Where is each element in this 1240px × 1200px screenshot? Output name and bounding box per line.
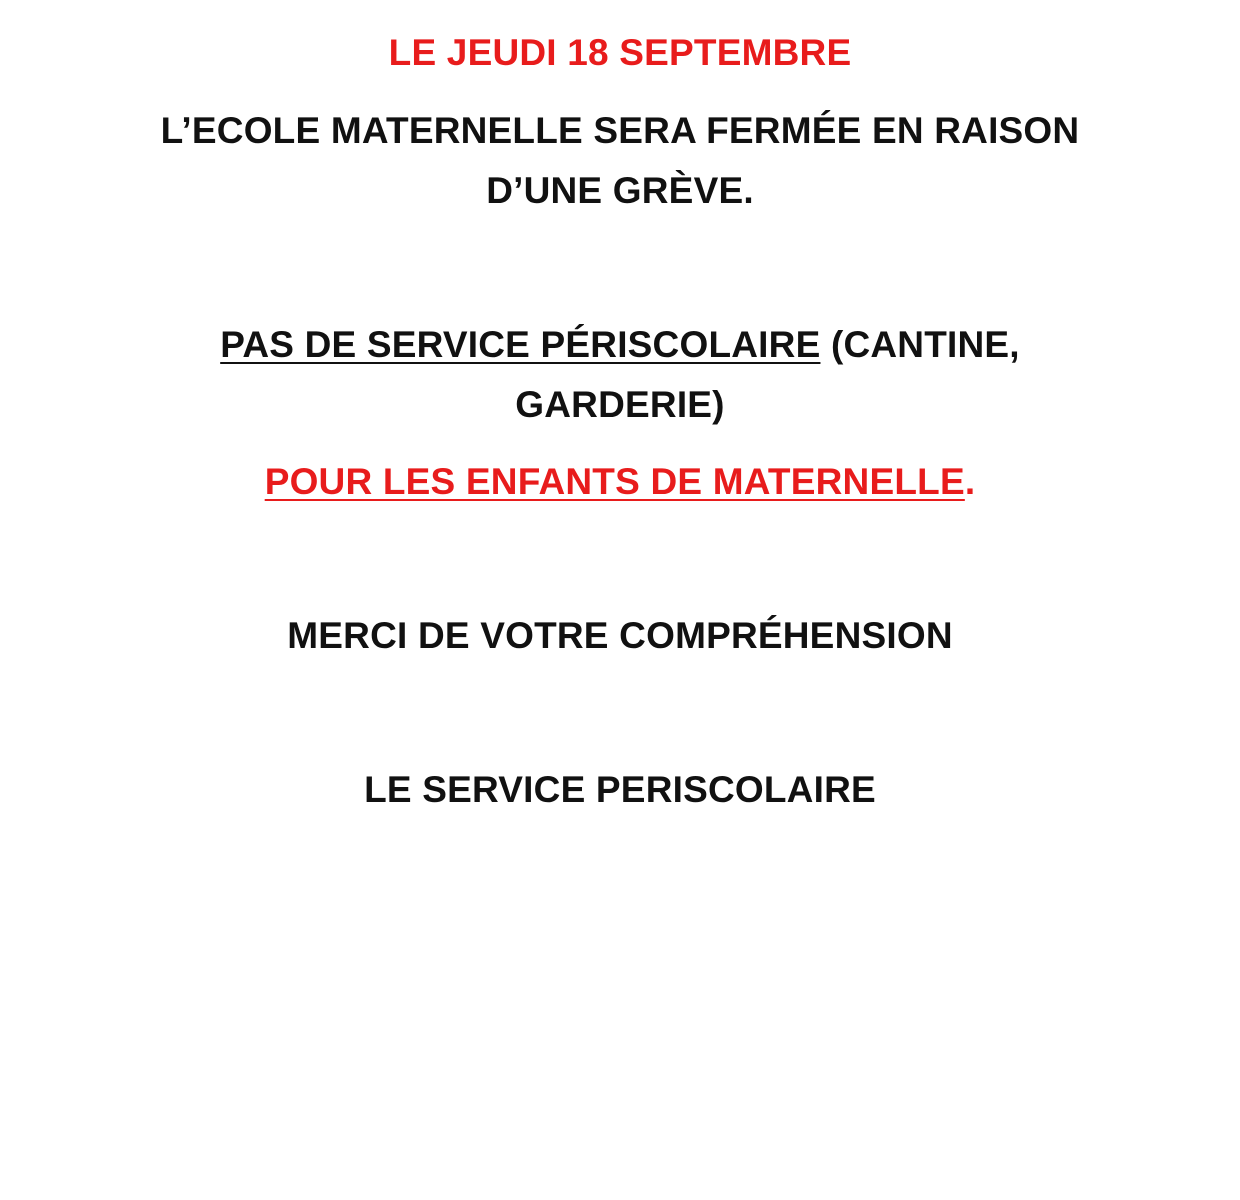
closure-notice-line-1: L’ECOLE MATERNELLE SERA FERMÉE EN RAISON xyxy=(160,110,1080,151)
children-emphasis: POUR LES ENFANTS DE MATERNELLE xyxy=(264,461,965,502)
no-periscolaire-emphasis: PAS DE SERVICE PÉRISCOLAIRE xyxy=(220,324,821,365)
service-detail-part-1: (CANTINE, xyxy=(820,324,1020,365)
date-heading: LE JEUDI 18 SEPTEMBRE xyxy=(388,32,852,73)
signature-line: LE SERVICE PERISCOLAIRE xyxy=(364,769,876,810)
service-notice-line-2: GARDERIE) xyxy=(515,384,725,425)
children-notice-line xyxy=(0,459,1240,505)
closure-notice-line-2: D’UNE GRÈVE. xyxy=(486,170,754,211)
children-period: . xyxy=(964,461,976,502)
thanks-line: MERCI DE VOTRE COMPRÉHENSION xyxy=(287,615,953,656)
service-notice-line-1 xyxy=(0,322,1240,368)
